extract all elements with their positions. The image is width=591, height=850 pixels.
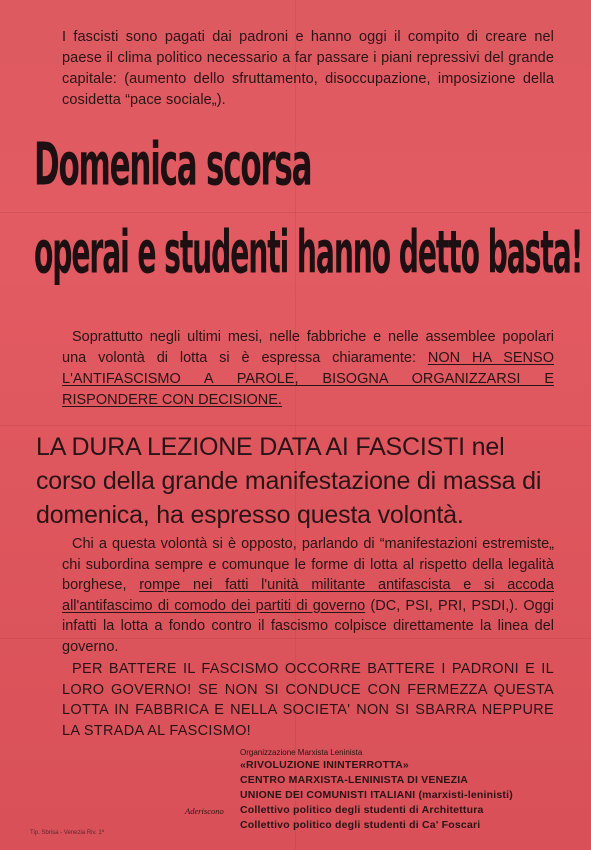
signature-collettivo-1: Collettivo politico degli studenti di Architettura <box>240 804 484 816</box>
signature-collettivo-2: Collettivo politico degli studenti di Ca' Foscari <box>240 819 481 831</box>
paragraph-4: PER BATTERE IL FASCISMO OCCORRE BATTERE I PADRONI E IL LORO GOVERNO! SE NON SI CONDUCE CON FERMEZZA QUESTA LOTTA IN FABBRICA E NELLA SOCIETA' NON SI SBARRA NEPPURE LA STRADA AL FASCISMO! <box>62 661 554 739</box>
signatures <box>240 748 560 833</box>
signature-unione: UNIONE DEI COMUNISTI ITALIANI (marxisti-leninisti) <box>240 789 513 801</box>
paragraph-3 <box>62 534 554 657</box>
big-statement <box>36 430 556 532</box>
paragraph-3-underlined: rompe nei fatti l'unità militante antifascista e si accoda all'antifascimo di comodo dei partiti di governo <box>62 577 554 614</box>
paragraph-2-text: Soprattutto negli ultimi mesi, nelle fabbriche e nelle assemblee popolari una volontà di lotta si è espressa chiaramente: <box>62 329 554 366</box>
headline-line-2: operai e studenti hanno detto basta! <box>34 218 583 287</box>
headline-line-1: Domenica scorsa <box>34 130 312 199</box>
printer-imprint: Tip. Sbrisa - Venezia Riv. 1ª <box>30 830 104 836</box>
paragraph-3-after: (DC, PSI, PRI, PSDI,). Oggi infatti la lotta a fondo contro il fascismo colpisce direttamente la linea del governo. <box>62 597 554 655</box>
paragraph-2 <box>62 327 554 411</box>
aderiscono-label: Aderiscono <box>185 806 224 816</box>
big-statement-caps: LA DURA LEZIONE DATA AI FASCISTI <box>36 433 465 461</box>
big-statement-rest: nel corso della grande manifestazione di massa di domenica, ha espresso questa volontà. <box>36 433 542 529</box>
signature-org-small: Organizzazione Marxista Leninista <box>240 748 363 757</box>
signature-centro: CENTRO MARXISTA-LENINISTA DI VENEZIA <box>240 774 469 786</box>
paragraph-3-before: Chi a questa volontà si è opposto, parlando di “manifestazioni estremiste„ chi subordina sempre e comunque le forme di lotta al rispetto della legalità borghese, <box>62 536 554 593</box>
paragraph-2-underlined: NON HA SENSO L'ANTIFASCISMO A PAROLE, BISOGNA ORGANIZZARSI E RISPONDERE CON DECISIONE. <box>62 350 554 408</box>
intro-paragraph: I fascisti sono pagati dai padroni e hanno oggi il compito di creare nel paese il clima politico necessario a far passare i piani repressivi del grande capitale: (aumento dello sfruttamento, disoccupazione, imposizione della cosidetta “pace sociale„). <box>62 29 554 108</box>
signature-org-name: «RIVOLUZIONE ININTERROTTA» <box>240 759 409 771</box>
